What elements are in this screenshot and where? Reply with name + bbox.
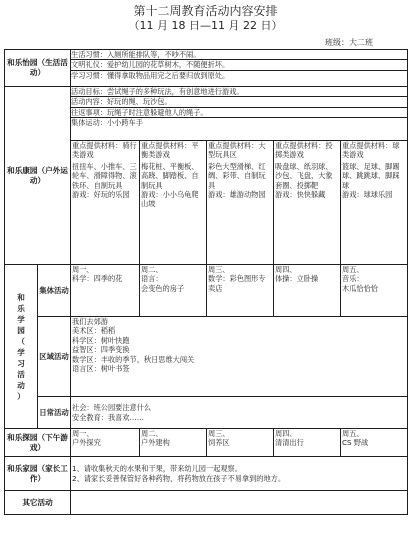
afternoon-day-2 <box>140 429 207 457</box>
outdoor-intro <box>71 87 408 141</box>
material-text: 重点提供材料：平衡类游戏 <box>141 141 199 160</box>
afternoon-day-3 <box>207 429 274 457</box>
label-char: 活 <box>17 369 25 379</box>
life-row <box>5 50 408 87</box>
area-line: 益智区：四季变换 <box>72 345 130 355</box>
material-text: 重点提供材料：骑行类游戏 <box>72 141 137 160</box>
other-label: 其它活动 <box>5 491 71 515</box>
day-label: 周五、 <box>342 265 364 274</box>
game-text: 游戏：雄游动物园 <box>208 190 266 200</box>
afternoon-row <box>5 429 408 457</box>
afternoon-day-5 <box>341 429 408 457</box>
items-text: 扭扭车、小推车、三轮车、滑障得物、滚铁环、自制玩具 <box>72 161 137 190</box>
day-label: 周二、 <box>141 429 163 438</box>
collective-row <box>5 265 408 317</box>
day-label: 周一、 <box>72 265 94 274</box>
items-text: 篮球、足球、脚踢球、跳跳球、脚踩球 <box>342 161 400 190</box>
area-line: 语言区：树叶书签 <box>72 364 130 374</box>
daily-line: 安全教育：我喜欢…… <box>72 412 144 422</box>
area-line: 科学区：树叶快跑 <box>72 335 130 345</box>
daily-label: 日常活动 <box>38 397 71 429</box>
afternoon-label: 和乐探园（下午游戏） <box>5 429 71 457</box>
daily-content <box>71 397 408 429</box>
collective-day-5 <box>341 265 408 317</box>
life-line: 学习习惯：懂得拿取物品用完之后要归放到原处。 <box>71 70 230 80</box>
area-row <box>5 317 408 397</box>
afternoon-day-4 <box>274 429 341 457</box>
activity-text: 体操：立卧操 <box>275 274 319 284</box>
game-text: 游戏：球球乐园 <box>342 190 393 200</box>
daily-row <box>5 397 408 429</box>
area-label: 区域活动 <box>38 317 71 397</box>
other-row <box>5 491 408 515</box>
day-label: 周三、 <box>208 265 230 274</box>
other-content <box>71 491 408 515</box>
outdoor-label: 和乐康园（户外运动） <box>5 87 71 265</box>
class-label: 班级：大二班 <box>325 38 373 47</box>
label-char: 园 <box>17 325 25 335</box>
collective-day-1 <box>71 265 140 317</box>
family-line: 2、请家长妥善保管好各种药物，将药物放在孩子不易拿到的地方。 <box>72 473 286 483</box>
date-range: （11 月 18 日—11 月 22 日） <box>128 19 283 32</box>
items-text: 彩色大型滑梯、红绸、彩带、自制玩具 <box>208 161 266 190</box>
activity-text: 音乐： <box>342 274 364 284</box>
family-row <box>5 457 408 491</box>
outdoor-day-2 <box>140 141 207 265</box>
outdoor-day-1 <box>71 141 140 265</box>
family-line: 1、请收集秋天的水果和干果，带来幼儿园一起观察。 <box>72 464 242 474</box>
game-text: 游戏：快快躲藏 <box>275 190 326 200</box>
day-label: 周四、 <box>275 265 297 274</box>
outdoor-intro-line: 活动目标：尝试绳子的多种玩法，有创意地进行游戏。 <box>71 87 408 97</box>
activity-text: 清清出行 <box>275 438 304 448</box>
area-line: 美术区：稻稻 <box>72 326 116 336</box>
label-char: 动 <box>17 380 25 390</box>
day-label: 周一、 <box>72 429 94 438</box>
label-char: 和 <box>17 292 25 302</box>
items-text: 吸盘球、纸羽球、沙包、飞盘、大象套圈、投掷靶 <box>275 161 333 190</box>
afternoon-day-1 <box>71 429 140 457</box>
material-text: 重点提供材料：大型玩具区 <box>208 141 266 160</box>
area-line: 数学区：丰收的季节，秋日思维大闯关 <box>72 354 195 364</box>
schedule-table <box>4 49 408 515</box>
area-content <box>71 317 408 397</box>
game-text: 游戏：好玩的乐园 <box>72 190 130 200</box>
items-text: 梅花桩、平衡板、高跷、脚踏板、自制玩具 <box>141 161 199 190</box>
life-content <box>71 50 408 87</box>
label-char: 学 <box>17 347 25 357</box>
page-title: 第十二周教育活动内容安排 <box>133 4 278 18</box>
material-text: 重点提供材料：投掷类游戏 <box>275 141 333 160</box>
day-label: 周五、 <box>342 429 364 438</box>
activity-text: 户外探究 <box>72 438 101 448</box>
family-content <box>71 457 408 491</box>
area-line: 我们去郊游 <box>72 317 108 326</box>
activity-text: 饲养区 <box>208 438 230 448</box>
learning-label <box>5 265 38 429</box>
activity-text: 数学：彩色图形专卖店 <box>208 274 266 293</box>
collective-day-2 <box>140 265 207 317</box>
day-label: 周二、 <box>141 265 163 274</box>
activity-text: 户外建构 <box>141 438 170 448</box>
activity-text: 会变色的房子 <box>141 283 185 293</box>
life-label: 和乐怡园（生活活动） <box>5 50 71 87</box>
life-line: 文明礼仪：爱护幼儿园的花草树木，不随便折坏。 <box>71 60 408 70</box>
family-label: 和乐家园（家长工作） <box>5 457 71 491</box>
game-text: 游戏：小小乌龟爬山坡 <box>141 190 199 209</box>
activity-text: CS 野战 <box>342 438 369 448</box>
outdoor-day-3 <box>207 141 274 265</box>
collective-label: 集体活动 <box>38 265 71 317</box>
outdoor-intro-line: 集体运动：小小跨车手 <box>71 118 143 128</box>
outdoor-intro-row <box>5 87 408 141</box>
activity-text: 语言： <box>141 274 163 284</box>
day-label: 周三、 <box>208 429 230 438</box>
material-text: 重点提供材料：球类游戏 <box>342 141 400 160</box>
life-line: 生活习惯：入厕所能排队等，不吵不闹。 <box>71 50 408 60</box>
daily-line: 社会：班公园要注意什么 <box>72 403 152 413</box>
activity-text: 木瓜恰恰恰 <box>342 283 378 293</box>
label-char: （ <box>17 336 25 346</box>
activity-text: 科学：四季的花 <box>72 274 123 284</box>
label-char: ） <box>17 391 25 401</box>
outdoor-intro-line: 往返事项：玩绳子时注意躲避他人的绳子。 <box>71 108 408 118</box>
day-label: 周四、 <box>275 429 297 438</box>
outdoor-intro-line: 活动内容：好玩的绳、玩沙包。 <box>71 97 408 107</box>
outdoor-day-4 <box>274 141 341 265</box>
collective-day-4 <box>274 265 341 317</box>
label-char: 学 <box>17 314 25 324</box>
outdoor-day-5 <box>341 141 408 265</box>
label-char: 习 <box>17 358 25 368</box>
collective-day-3 <box>207 265 274 317</box>
label-char: 乐 <box>17 303 25 313</box>
